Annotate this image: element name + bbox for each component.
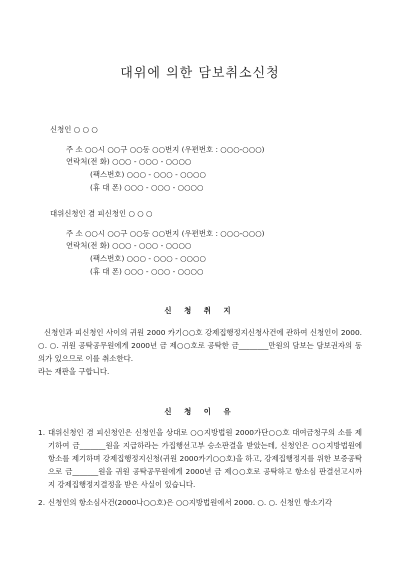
applicant-phone: 연락처(전 화) ○○○ - ○○○ - ○○○○ — [66, 157, 192, 166]
reason-item-number: 2. — [38, 498, 46, 507]
applicant-fax: (팩스번호) ○○○ - ○○○ - ○○○○ — [90, 170, 206, 179]
purpose-heading: 신 청 취 지 — [164, 306, 236, 315]
purpose-closing: 라는 재판을 구합니다. — [38, 367, 110, 376]
reason-item — [38, 496, 362, 510]
reason-item-number: 1. — [38, 428, 46, 437]
respondent-fax: (팩스번호) ○○○ - ○○○ - ○○○○ — [90, 254, 206, 263]
respondent-label: 대위신청인 겸 피신청인 ○ ○ ○ — [50, 209, 153, 218]
reason-item-text: 신청인의 항소심사건(2000나○○호)은 ○○지방법원에서 2000. ○. ○. 신청인 항소기각 — [48, 498, 333, 507]
respondent-address: 주 소 ○○시 ○○구 ○○동 ○○번지 (우편번호 : ○○○-○○○) — [66, 229, 265, 238]
applicant-label: 신청인 ○ ○ ○ — [50, 125, 98, 134]
respondent-mobile: (휴 대 폰) ○○○ - ○○○ - ○○○○ — [90, 267, 204, 276]
applicant-address: 주 소 ○○시 ○○구 ○○동 ○○번지 (우편번호 : ○○○-○○○) — [66, 145, 265, 154]
purpose-body: 신청인과 피신청인 사이의 귀원 2000 카기○○호 강제집행정지신청사건에 관하여 신청인이 2000. ○. ○. 귀원 공탁공무원에게 2000년 금 제○○호로 공탁한 금________만원의 담보는 담보권자의 동의가 있으므로 이를 취소한다. — [38, 328, 362, 363]
reasons-heading: 신 청 이 유 — [164, 407, 236, 416]
applicant-mobile: (휴 대 폰) ○○○ - ○○○ - ○○○○ — [90, 183, 204, 192]
reason-item-text: 대위신청인 겸 피신청인은 신청인을 상대로 ○○지방법원 2000가단○○호 대여금청구의 소를 제기하여 금_______원을 지급하라는 가집행선고부 승소판결을 받았는데, 신청인은 ○○지방법원에 항소를 제기하며 강제집행정지신청(귀원 2000카기○○호)을 하고, 강제집행정지를 위한 보증공탁으로 금_______원을 귀원 공탁공무원에게 2000년 금 제○○호로 공탁하고 항소심 판결선고시까지 강제집행정지결정을 받은 사실이 있습니다. — [48, 428, 362, 489]
document-title: 대위에 의한 담보취소신청 — [120, 66, 280, 81]
reason-item — [38, 426, 362, 492]
respondent-phone: 연락처(전 화) ○○○ - ○○○ - ○○○○ — [66, 241, 192, 250]
